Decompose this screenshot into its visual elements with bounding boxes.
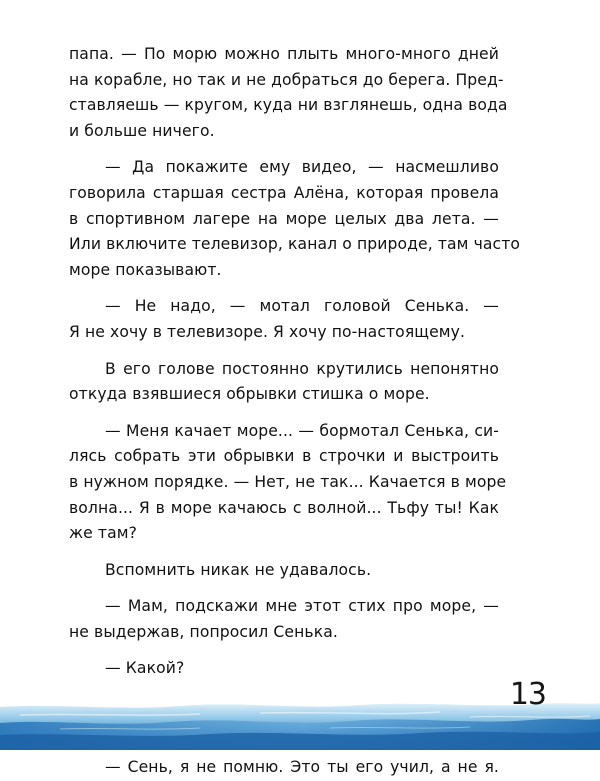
text-line: Или включите телевизор, канал о природе, там часто: [69, 235, 521, 254]
text-line: лясь собрать эти обрывки в строчки и выстроить: [69, 447, 499, 466]
text-line: на корабле, но так и не добраться до берега. Пред-: [69, 70, 504, 89]
paragraph-10: [69, 755, 499, 781]
text-line: — Сень, я не помню. Это ты его учил, а не я.: [105, 758, 499, 777]
text-line: волна... Я в море качаюсь с волной... Тьфу ты! Как: [69, 498, 499, 517]
text-line: — Не надо, — мотал головой Сенька. —: [105, 297, 499, 316]
text-line: В его голове постоянно крутились непонятно: [105, 359, 499, 378]
paragraph-5: [69, 419, 507, 547]
paragraph-6: [69, 558, 499, 584]
text-line: — Мам, подскажи мне этот стих про море, —: [105, 597, 499, 616]
text-line: и больше ничего.: [69, 121, 215, 140]
text-line: — Какой?: [105, 659, 185, 678]
paragraph-2: [69, 155, 521, 283]
paragraph-7: [69, 594, 499, 645]
paragraph-4: [69, 357, 499, 408]
text-line: в нужном порядке. — Нет, не так... Качается в море: [69, 472, 507, 491]
text-line: говорила старшая сестра Алёна, которая провела: [69, 183, 499, 202]
text-line: откуда взявшиеся обрывки стишка о море.: [69, 385, 430, 404]
text-line: Я не хочу в телевизоре. Я хочу по-настоящему.: [69, 322, 466, 341]
page-number: 13: [509, 677, 546, 712]
text-line: папа. — По морю можно плыть много-много дней: [69, 45, 499, 63]
paragraph-1: [69, 42, 508, 144]
text-line: в спортивном лагере на море целых два лета. —: [69, 209, 499, 228]
text-line: море показывают.: [69, 260, 222, 279]
text-line: — Меня качает море... — бормотал Сенька, си-: [105, 421, 499, 440]
paragraph-3: [69, 294, 499, 345]
text-line: — Да покажите ему видео, — насмешливо: [105, 158, 499, 177]
text-line: не выдержав, попросил Сенька.: [69, 622, 338, 641]
text-line: ставляешь — кругом, куда ни взглянешь, одна вода: [69, 96, 508, 115]
story-text: [69, 42, 521, 781]
paragraph-8: [69, 656, 499, 682]
text-line: Вспомнить никак не удавалось.: [105, 560, 372, 579]
text-line: же там?: [69, 524, 137, 543]
